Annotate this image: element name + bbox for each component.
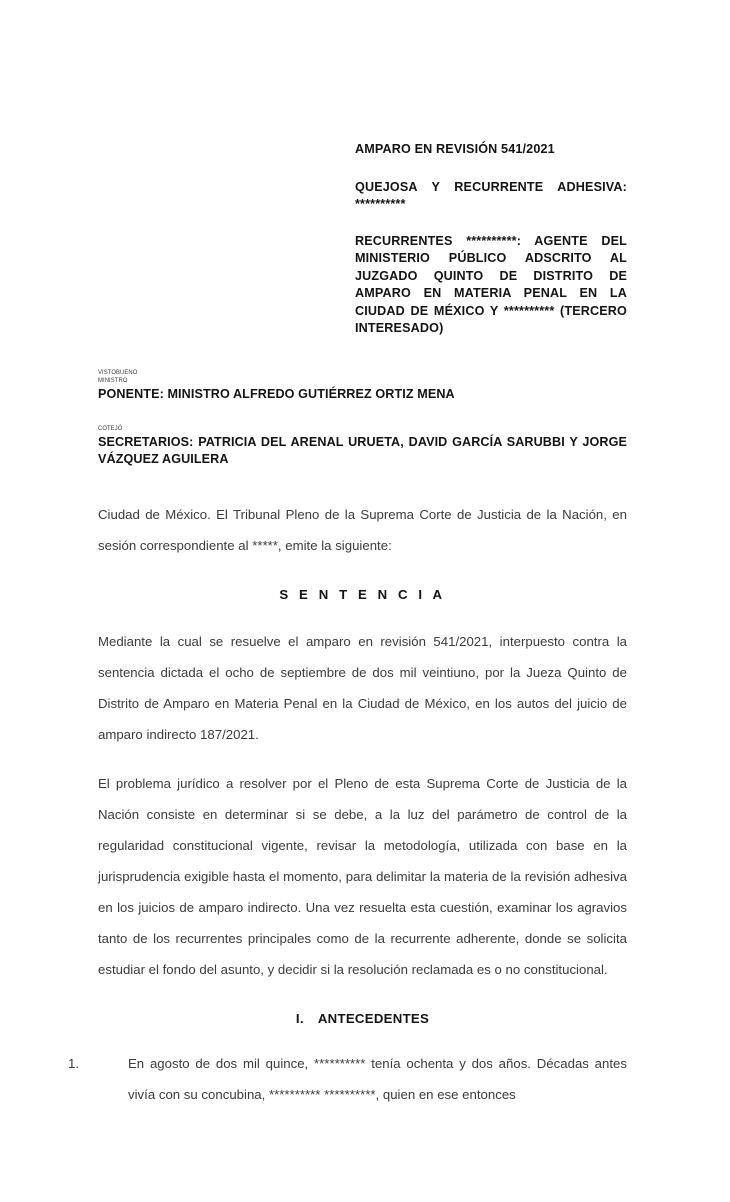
secretarios-line: SECRETARIOS: PATRICIA DEL ARENAL URUETA, DAVID GARCÍA SARUBBI Y JORGE VÁZQUEZ AGUILERA	[98, 434, 627, 467]
credits-block	[98, 369, 627, 469]
section-numeral: I.	[295, 1011, 304, 1026]
margin-note-vistobueno: VISTOBUENO	[98, 369, 138, 376]
paragraph-mediante: Mediante la cual se resuelve el amparo en revisión 541/2021, interpuesto contra la sentencia dictada el ocho de septiembre de dos mil veintiuno, por la Jueza Quinto de Distrito de Amparo en Materia Penal en la Ciudad de México, en los autos del juicio de amparo indirecto 187/2021.	[98, 634, 627, 742]
header-spacer-1	[355, 159, 627, 179]
ponente-line: PONENTE: MINISTRO ALFREDO GUTIÉRREZ ORTIZ MENA	[98, 386, 455, 401]
list-item-text: En agosto de dos mil quince, ********** tenía ochenta y dos años. Décadas antes vivía con su concubina, ********** **********, quien en ese entonces	[128, 1056, 627, 1102]
header-spacer-2	[355, 214, 627, 233]
recurrentes-line: RECURRENTES **********: AGENTE DEL MINISTERIO PÚBLICO ADSCRITO AL JUZGADO QUINTO DE DISTRITO DE AMPARO EN MATERIA PENAL EN LA CIUDAD DE MÉXICO Y ********** (TERCERO INTERESADO)	[355, 233, 627, 335]
list-item	[68, 1048, 627, 1110]
quejosa-recurrente-adhesiva-line: QUEJOSA Y RECURRENTE ADHESIVA: **********	[355, 179, 627, 211]
sentencia-heading: S E N T E N C I A	[279, 587, 446, 602]
ponente-group	[98, 369, 627, 403]
margin-note-cotejo: COTEJÓ	[98, 425, 123, 433]
paragraph-problema-juridico: El problema jurídico a resolver por el Pleno de esta Suprema Corte de Justicia de la Nación consiste en determinar si se debe, a la luz del parámetro de control de la regularidad constitucional vigente, revisar la metodología, utilizada con base en la jurisprudencia exigible hasta el momento, para delimitar la materia de la revisión adhesiva en los juicios de amparo indirecto. Una vez resuelta esta cuestión, examinar los agravios tanto de los recurrentes principales como de la recurrente adherente, donde se solicita estudiar el fondo del asunto, y decidir si la resolución reclamada es o no constitucional.	[98, 776, 627, 977]
section-title: ANTECEDENTES	[317, 1011, 430, 1026]
margin-note-ministro: MINISTRO	[98, 377, 128, 385]
section-heading-antecedentes	[98, 1003, 627, 1034]
intro-paragraph: Ciudad de México. El Tribunal Pleno de la Suprema Corte de Justicia de la Nación, en sesión correspondiente al *****, emite la siguiente:	[98, 507, 627, 553]
document-body	[68, 499, 627, 1110]
secretarios-group	[98, 425, 627, 469]
case-header-block	[355, 141, 627, 338]
case-number-line: AMPARO EN REVISIÓN 541/2021	[355, 142, 555, 156]
list-item-number: 1.	[68, 1056, 79, 1071]
